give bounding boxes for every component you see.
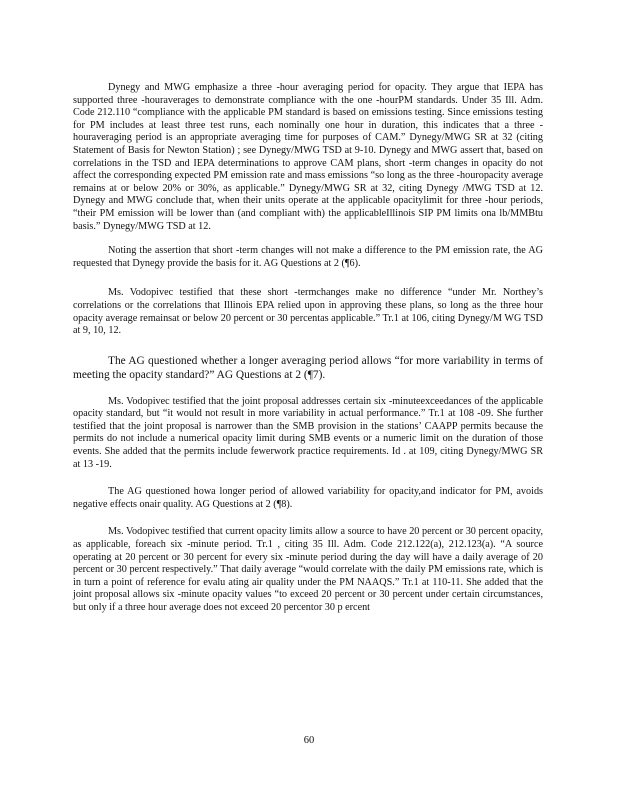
page-body	[73, 82, 543, 615]
paragraph-vodopivec-exceedances: Ms. Vodopivec testified that the joint proposal addresses certain six -minuteexceedances of the applicable opacity standard, but “it would not result in more variability in actual performance.” Tr.1 at 108 -09. She further testified that the joint proposal is narrower than the SMB provision in the stations’ CAAPP permits because the permits do not include a numerical opacity limit during SMB events or a numeric limit on the duration of those events. She added that the permits include fewerwork practice requirements. Id . at 109, citing Dynegy/MWG SR at 13 -19.	[73, 395, 543, 470]
paragraph-vodopivec-short-term: Ms. Vodopivec testified that these short -termchanges make no difference “under Mr. Northey’s correlations or the correlations that Illinois EPA relied upon in approving these plans, so long as the three hour opacity average remainsat or below 20 percent or 30 percentas applicable.” Tr.1 at 106, citing Dynegy/M WG TSD at 9, 10, 12.	[73, 287, 543, 337]
paragraph-dynegy-mwg-averaging: Dynegy and MWG emphasize a three -hour averaging period for opacity. They argue that IEPA has supported three -houraverages to demonstrate compliance with the one -hourPM standards. Under 35 Ill. Adm. Code 212.110 “compliance with the applicable PM standard is based on emissions testing. Since emissions testing for PM includes at least three test runs, each nominally one hour in duration, this indicates that a three -houraveraging period is an appropriate averaging time for purposes of CAM.” Dynegy/MWG SR at 32 (citing Statement of Basis for Newton Station) ; see Dynegy/MWG TSD at 9-10. Dynegy and MWG assert that, based on correlations in the TSD and IEPA determinations to approve CAM plans, short -term changes in opacity do not affect the corresponding expected PM emission rate and mass emissions “so long as the three -houropacity average remains at or below 20% or 30%, as applicable.” Dynegy/MWG SR at 32, citing Dynegy /MWG TSD at 12. Dynegy and MWG conclude that, when their units operate at the applicable opacitylimit for three -hour periods, “their PM emission will be lower than (and compliant with) the applicableIllinois SIP PM limits ona lb/MMBtu basis.” Dynegy/MWG TSD at 12.	[73, 82, 543, 232]
paragraph-ag-variability-question: The AG questioned whether a longer averaging period allows “for more variability in terms of meeting the opacity standard?” AG Questions at 2 (¶7).	[73, 354, 543, 381]
paragraph-ag-request-basis: Noting the assertion that short -term changes will not make a difference to the PM emission rate, the AG requested that Dynegy provide the basis for it. AG Questions at 2 (¶6).	[73, 245, 543, 269]
paragraph-ag-air-quality-question: The AG questioned howa longer period of allowed variability for opacity,and indicator for PM, avoids negative effects onair quality. AG Questions at 2 (¶8).	[73, 486, 543, 510]
paragraph-vodopivec-opacity-limits: Ms. Vodopivec testified that current opacity limits allow a source to have 20 percent or 30 percent opacity, as applicable, foreach six -minute period. Tr.1 , citing 35 Ill. Adm. Code 212.122(a), 212.123(a). “A source operating at 20 percent or 30 percent for every six -minute period during the day will have a daily average of 20 percent or 30 percent respectively.” That daily average “would correlate with the daily PM emissions rate, which is in turn a point of reference for evalu ating air quality under the PM NAAQS.” Tr.1 at 110-11. She added that the joint proposal allows six -minute opacity values “to exceed 20 percent or 30 percent under certain circumstances, but only if a three hour average does not exceed 20 percentor 30 p ercent	[73, 526, 543, 613]
page-number: 60	[303, 735, 315, 746]
